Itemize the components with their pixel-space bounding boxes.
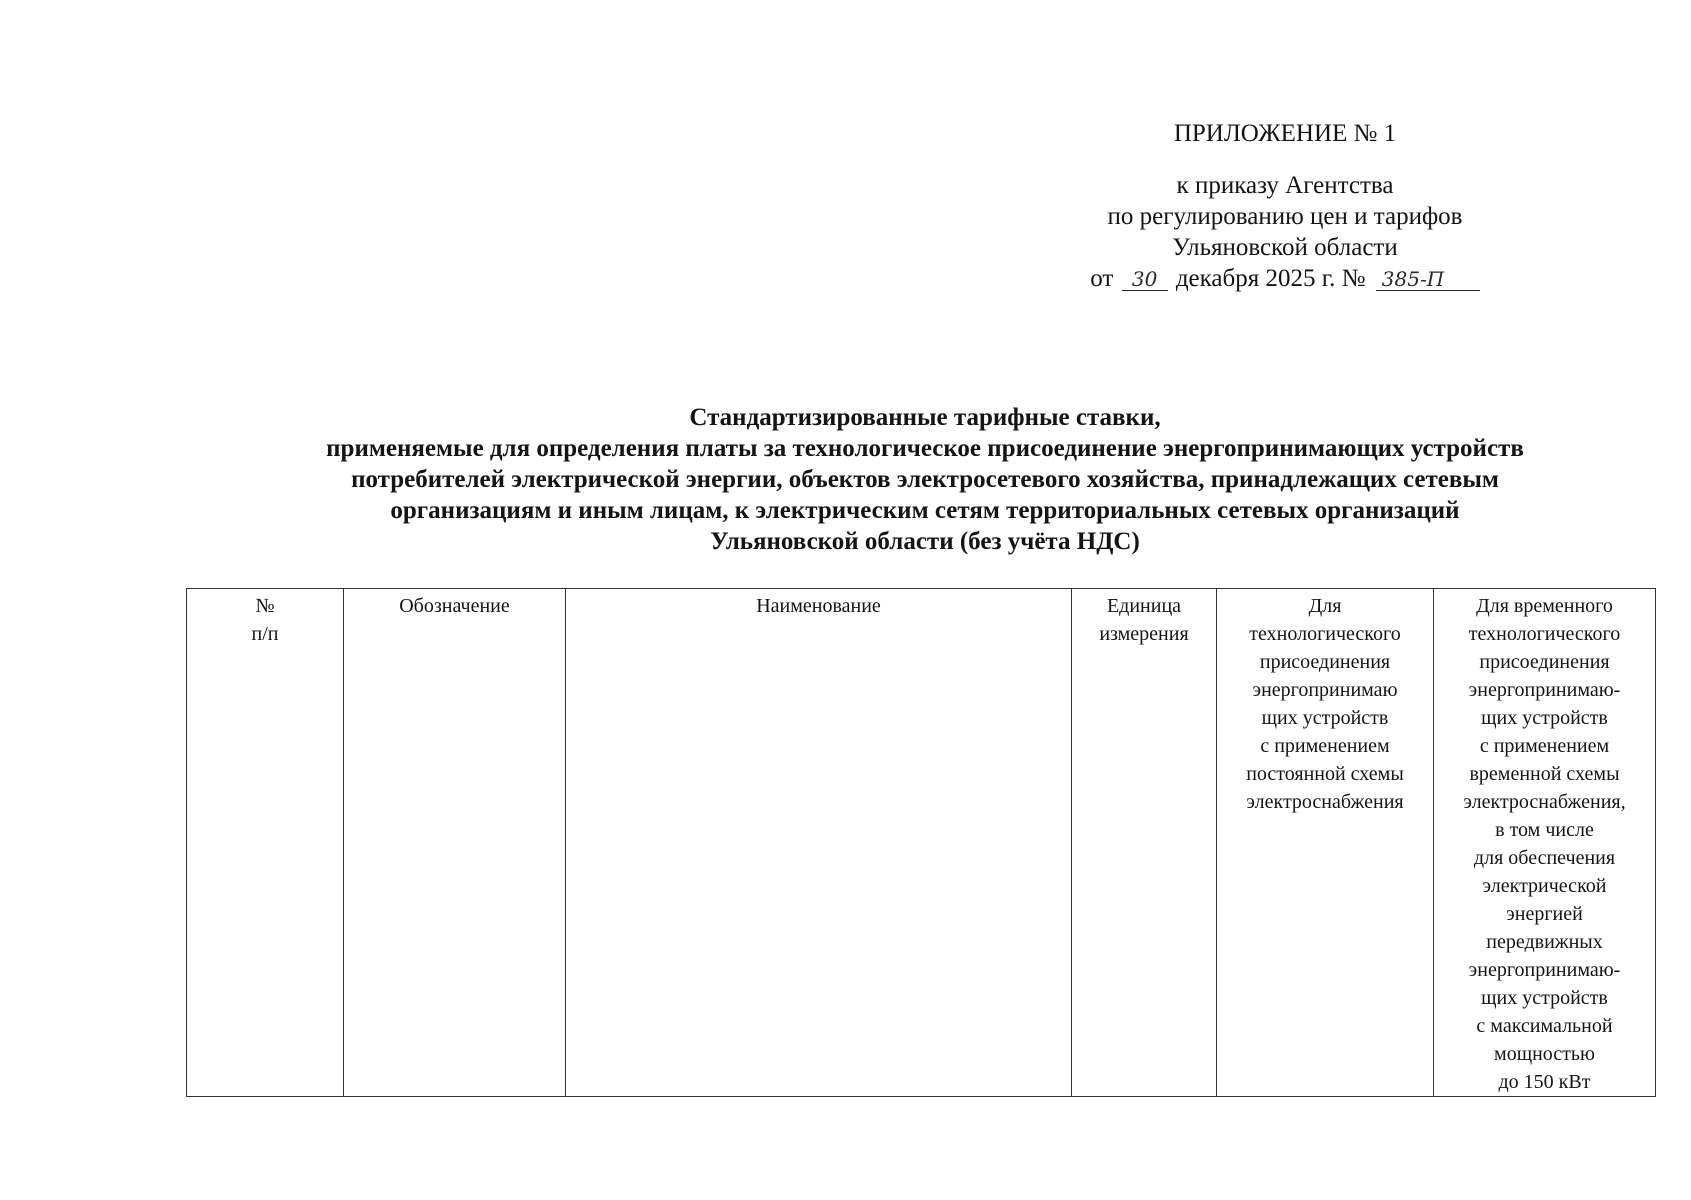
header-temporary-connection: Для временного технологического присоединения энергопринимаю- щих устройств с применением временной схемы электроснабжения, в том числе для обеспечения электрической энергией передвижных энергопринимаю- щих устройств с максимальной мощностью до 150 кВт: [1434, 589, 1656, 1097]
rates-table: [186, 588, 1656, 1097]
header-designation: Обозначение: [344, 589, 566, 1097]
appendix-heading: ПРИЛОЖЕНИЕ № 1: [1173, 120, 1397, 147]
document-title: [180, 402, 1670, 557]
date-prefix: от: [1090, 265, 1114, 292]
appendix-block: [1090, 120, 1480, 294]
handwritten-order-number: 385-П: [1376, 268, 1480, 291]
title-line-2: применяемые для определения платы за технологическое присоединение энергопринимающих устройств: [326, 435, 1524, 462]
table-header-row: [187, 589, 1656, 1097]
header-permanent-connection: Для технологического присоединения энергопринимаю щих устройств с применением постоянной схемы электроснабжения: [1217, 589, 1434, 1097]
handwritten-day: 30: [1122, 268, 1168, 291]
title-line-3: потребителей электрической энергии, объектов электросетевого хозяйства, принадлежащих сетевым: [351, 466, 1499, 493]
appendix-line-3: Ульяновской области: [1172, 234, 1398, 261]
header-unit: Единица измерения: [1072, 589, 1217, 1097]
title-line-4: организациям и иным лицам, к электрическим сетям территориальных сетевых организаций: [390, 497, 1460, 524]
title-line-1: Стандартизированные тарифные ставки,: [689, 404, 1161, 431]
header-name: Наименование: [566, 589, 1072, 1097]
appendix-line-2: по регулированию цен и тарифов: [1107, 203, 1463, 230]
title-line-5: Ульяновской области (без учёта НДС): [710, 528, 1140, 555]
appendix-date-line: [1090, 263, 1480, 294]
date-rest: декабря 2025 г. №: [1175, 265, 1366, 292]
header-number: № п/п: [187, 589, 344, 1097]
appendix-line-1: к приказу Агентства: [1176, 172, 1394, 199]
